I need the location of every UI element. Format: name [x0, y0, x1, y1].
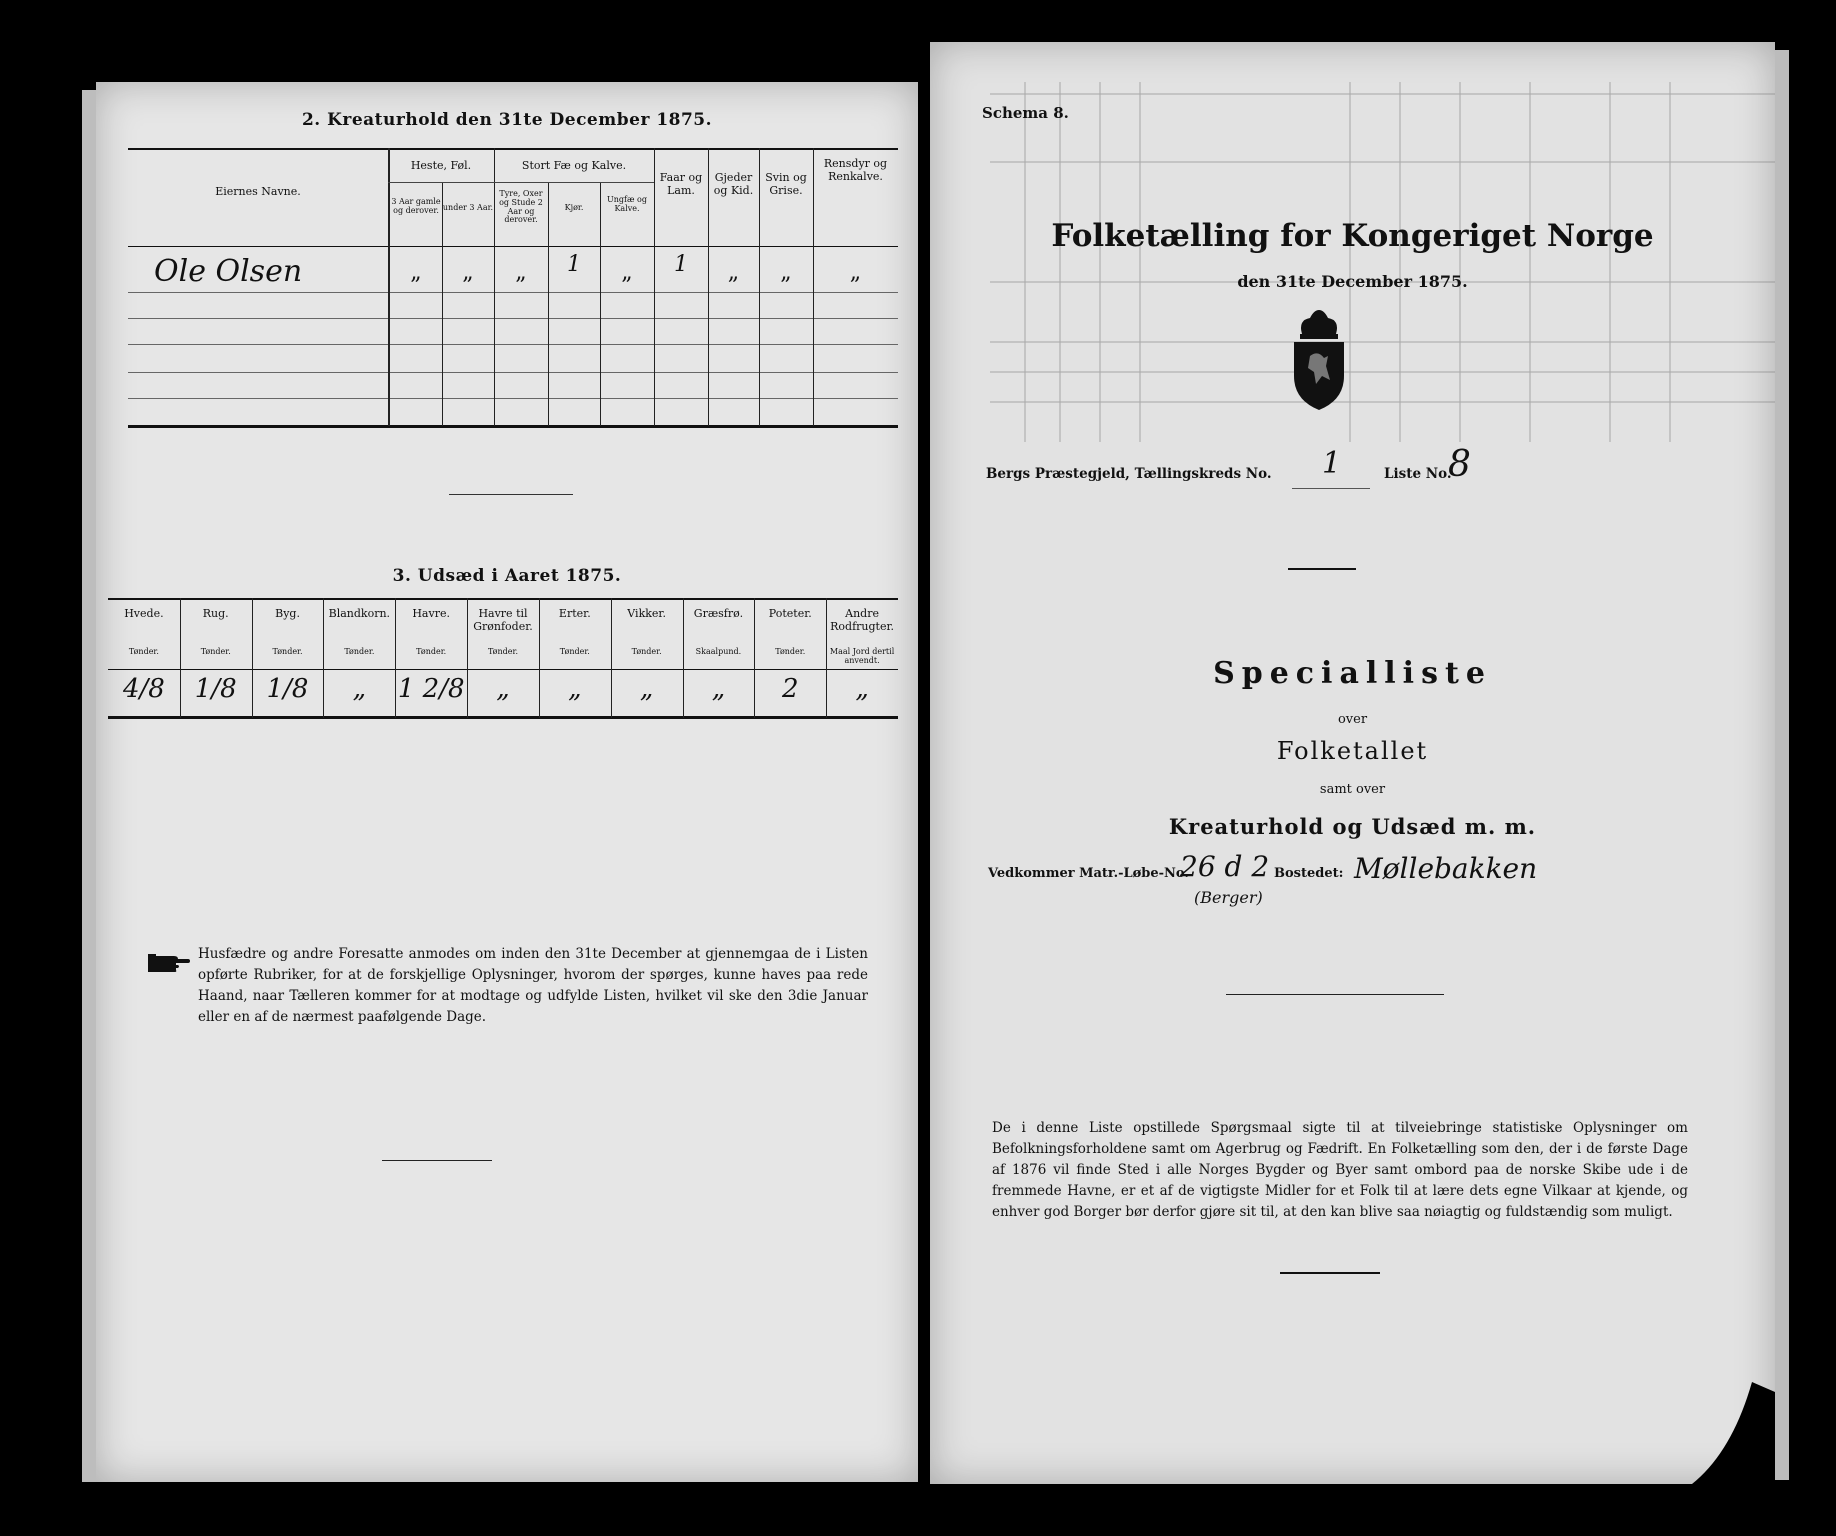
kreaturhold-heading: Kreaturhold og Udsæd m. m.	[1168, 814, 1537, 839]
seed-column-header: Poteter.	[768, 607, 812, 620]
section2-title: 2. Kreaturhold den 31te December 1875.	[301, 110, 713, 130]
table2-header-rule	[108, 669, 898, 670]
samt-over-text: samt over	[1319, 782, 1386, 797]
table1-col-rule	[813, 148, 814, 426]
owner-column-header: Eiernes Navne.	[215, 185, 301, 198]
rensdyr-header: Rensdyr og Renkalve.	[823, 157, 888, 183]
bosted-value: Møllebakken	[1354, 852, 1538, 885]
seed-column-unit: Tønder.	[631, 647, 662, 656]
owner-name-cell: Ole Olsen	[154, 254, 303, 289]
ungfae-cell: „	[621, 260, 633, 285]
right-page	[930, 42, 1775, 1484]
svin-cell: „	[780, 260, 792, 285]
table1-col-rule	[600, 182, 601, 426]
heste-header: Heste, Føl.	[410, 159, 472, 172]
specialliste-heading: Specialliste	[1213, 656, 1492, 691]
bosted-label: Bostedet:	[1274, 866, 1344, 881]
rensdyr-cell: „	[849, 260, 862, 285]
seed-column-header: Byg.	[275, 607, 300, 620]
notice-text: Husfædre og andre Foresatte anmodes om inden den 31te December at gjennemgaa de i Listen opførte Rubriker, for at de forskjellige Oplysninger, hvorom der spørges, kunne haves paa rede Haand, naar Tælleren kommer for at modtage og udfylde Listen, hvilket vil ske den 3die Januar eller en af de nærmest paafølgende Dage.	[198, 946, 868, 1025]
seed-column-header: Andre Rodfrugter.	[830, 607, 895, 633]
kjor-cell: 1	[567, 252, 581, 277]
faar-cell: 1	[674, 252, 688, 277]
district-underline	[1292, 488, 1370, 489]
seed-column-header: Havre.	[412, 607, 450, 620]
matr-value: 26 d 2	[1180, 850, 1270, 883]
seed-value-cell: „	[496, 674, 510, 704]
bottom-separator	[382, 1160, 492, 1161]
seed-column-header: Vikker.	[627, 607, 666, 620]
seed-column-unit: Tønder.	[272, 647, 303, 656]
district-number: 1	[1322, 446, 1342, 481]
seed-column-header: Græsfrø.	[693, 607, 744, 620]
seed-value-cell: 2	[781, 674, 799, 704]
seed-value-cell: „	[352, 674, 367, 704]
seed-value-cell: 1 2/8	[397, 674, 465, 704]
heste-young-subheader: under 3 Aar.	[442, 203, 494, 212]
title-separator	[1288, 568, 1356, 570]
table1-group-rule	[388, 182, 654, 183]
table1-col-rule	[442, 182, 443, 426]
gjeder-header: Gjeder og Kid.	[713, 171, 754, 197]
table1-row-rule	[128, 372, 898, 373]
seed-column-unit: Tønder.	[200, 647, 231, 656]
svin-header: Svin og Grise.	[765, 171, 807, 197]
paragraph-separator	[1226, 994, 1444, 995]
liste-number: 8	[1448, 444, 1471, 485]
document-date: den 31te December 1875.	[1237, 272, 1468, 291]
matr-sub: (Berger)	[1194, 888, 1263, 907]
folketallet-heading: Folketallet	[1276, 737, 1429, 765]
table1-row-rule	[128, 344, 898, 345]
table1-row-rule	[128, 318, 898, 319]
seed-value-cell: „	[711, 674, 726, 704]
document-title: Folketælling for Kongeriget Norge	[1051, 218, 1654, 254]
liste-label: Liste No.	[1384, 466, 1452, 482]
ungfae-subheader: Ungfæ og Kalve.	[607, 195, 647, 213]
tyre-subheader: Tyre, Oxer og Stude 2 Aar og derover.	[499, 189, 543, 225]
seed-column-unit: Skaalpund.	[695, 647, 742, 656]
seed-column-unit: Tønder.	[559, 647, 590, 656]
seed-column-header: Erter.	[558, 607, 591, 620]
section3-title: 3. Udsæd i Aaret 1875.	[392, 566, 622, 586]
kjor-subheader: Kjør.	[564, 203, 584, 212]
pointing-hand-icon	[148, 950, 190, 976]
seed-column-header: Rug.	[202, 607, 229, 620]
table1-row-rule	[128, 292, 898, 293]
page-edge-right	[1775, 50, 1789, 1480]
table2-bottom-rule	[108, 716, 898, 719]
seed-value-cell: 1/8	[194, 674, 237, 704]
table1-col-rule	[548, 182, 549, 426]
left-page	[96, 82, 918, 1482]
gjeder-cell: „	[727, 260, 740, 285]
seed-column-unit: Tønder.	[487, 647, 518, 656]
seed-column-unit: Tønder.	[775, 647, 806, 656]
coat-of-arms-icon	[1288, 310, 1350, 410]
seed-column-unit: Tønder.	[128, 647, 159, 656]
table2-top-rule	[108, 598, 898, 600]
seed-value-cell: 1/8	[266, 674, 309, 704]
schema-label: Schema 8.	[982, 104, 1069, 122]
census-paragraph: De i denne Liste opstillede Spørgsmaal sigte til at tilveiebringe statistiske Oplysninger om Befolkningsforholdene samt om Agerbrug og Fædrift. En Folketælling som den, der i de første Dage af 1876 vil finde Sted i alle Norges Bygder og Byer samt ombord paa de norske Skibe ude i de fremmede Havne, er et af de vigtigste Midler for et Folk til at lære dets egne Vilkaar at kjende, og enhver god Borger bør derfor gjøre sit til, at den kan blive saa nøiagtig og fuldstændig som muligt.	[992, 1120, 1688, 1220]
table1-top-rule	[128, 148, 898, 150]
seed-column-unit: Tønder.	[416, 647, 447, 656]
faar-header: Faar og Lam.	[659, 171, 703, 197]
table1-bottom-rule	[128, 425, 898, 428]
section-separator	[449, 494, 573, 495]
torn-corner	[1692, 1382, 1775, 1484]
heste-young-cell: „	[462, 260, 474, 285]
seed-column-header: Havre til Grønfoder.	[473, 607, 533, 633]
heste-old-cell: „	[410, 260, 422, 285]
seed-column-header: Blandkorn.	[328, 607, 391, 620]
seed-value-cell: „	[855, 674, 869, 704]
table1-col-rule	[388, 148, 390, 426]
over-text-1: over	[1337, 712, 1368, 727]
seed-value-cell: „	[568, 674, 582, 704]
matr-label: Vedkommer Matr.-Løbe-No.	[988, 866, 1189, 881]
heste-old-subheader: 3 Aar gamle og derover.	[391, 197, 441, 215]
stort-fae-header: Stort Fæ og Kalve.	[521, 159, 627, 172]
seed-value-cell: 4/8	[122, 674, 165, 704]
bottom-separator-right	[1280, 1272, 1380, 1274]
table1-row-rule	[128, 398, 898, 399]
seed-column-header: Hvede.	[124, 607, 164, 620]
tyre-cell: „	[515, 260, 527, 285]
seed-value-cell: „	[639, 674, 654, 704]
district-label: Bergs Præstegjeld, Tællingskreds No.	[986, 466, 1272, 482]
seed-column-unit: Maal Jord dertil anvendt.	[829, 647, 895, 665]
seed-column-unit: Tønder.	[344, 647, 375, 656]
table1-header-rule	[128, 246, 898, 247]
